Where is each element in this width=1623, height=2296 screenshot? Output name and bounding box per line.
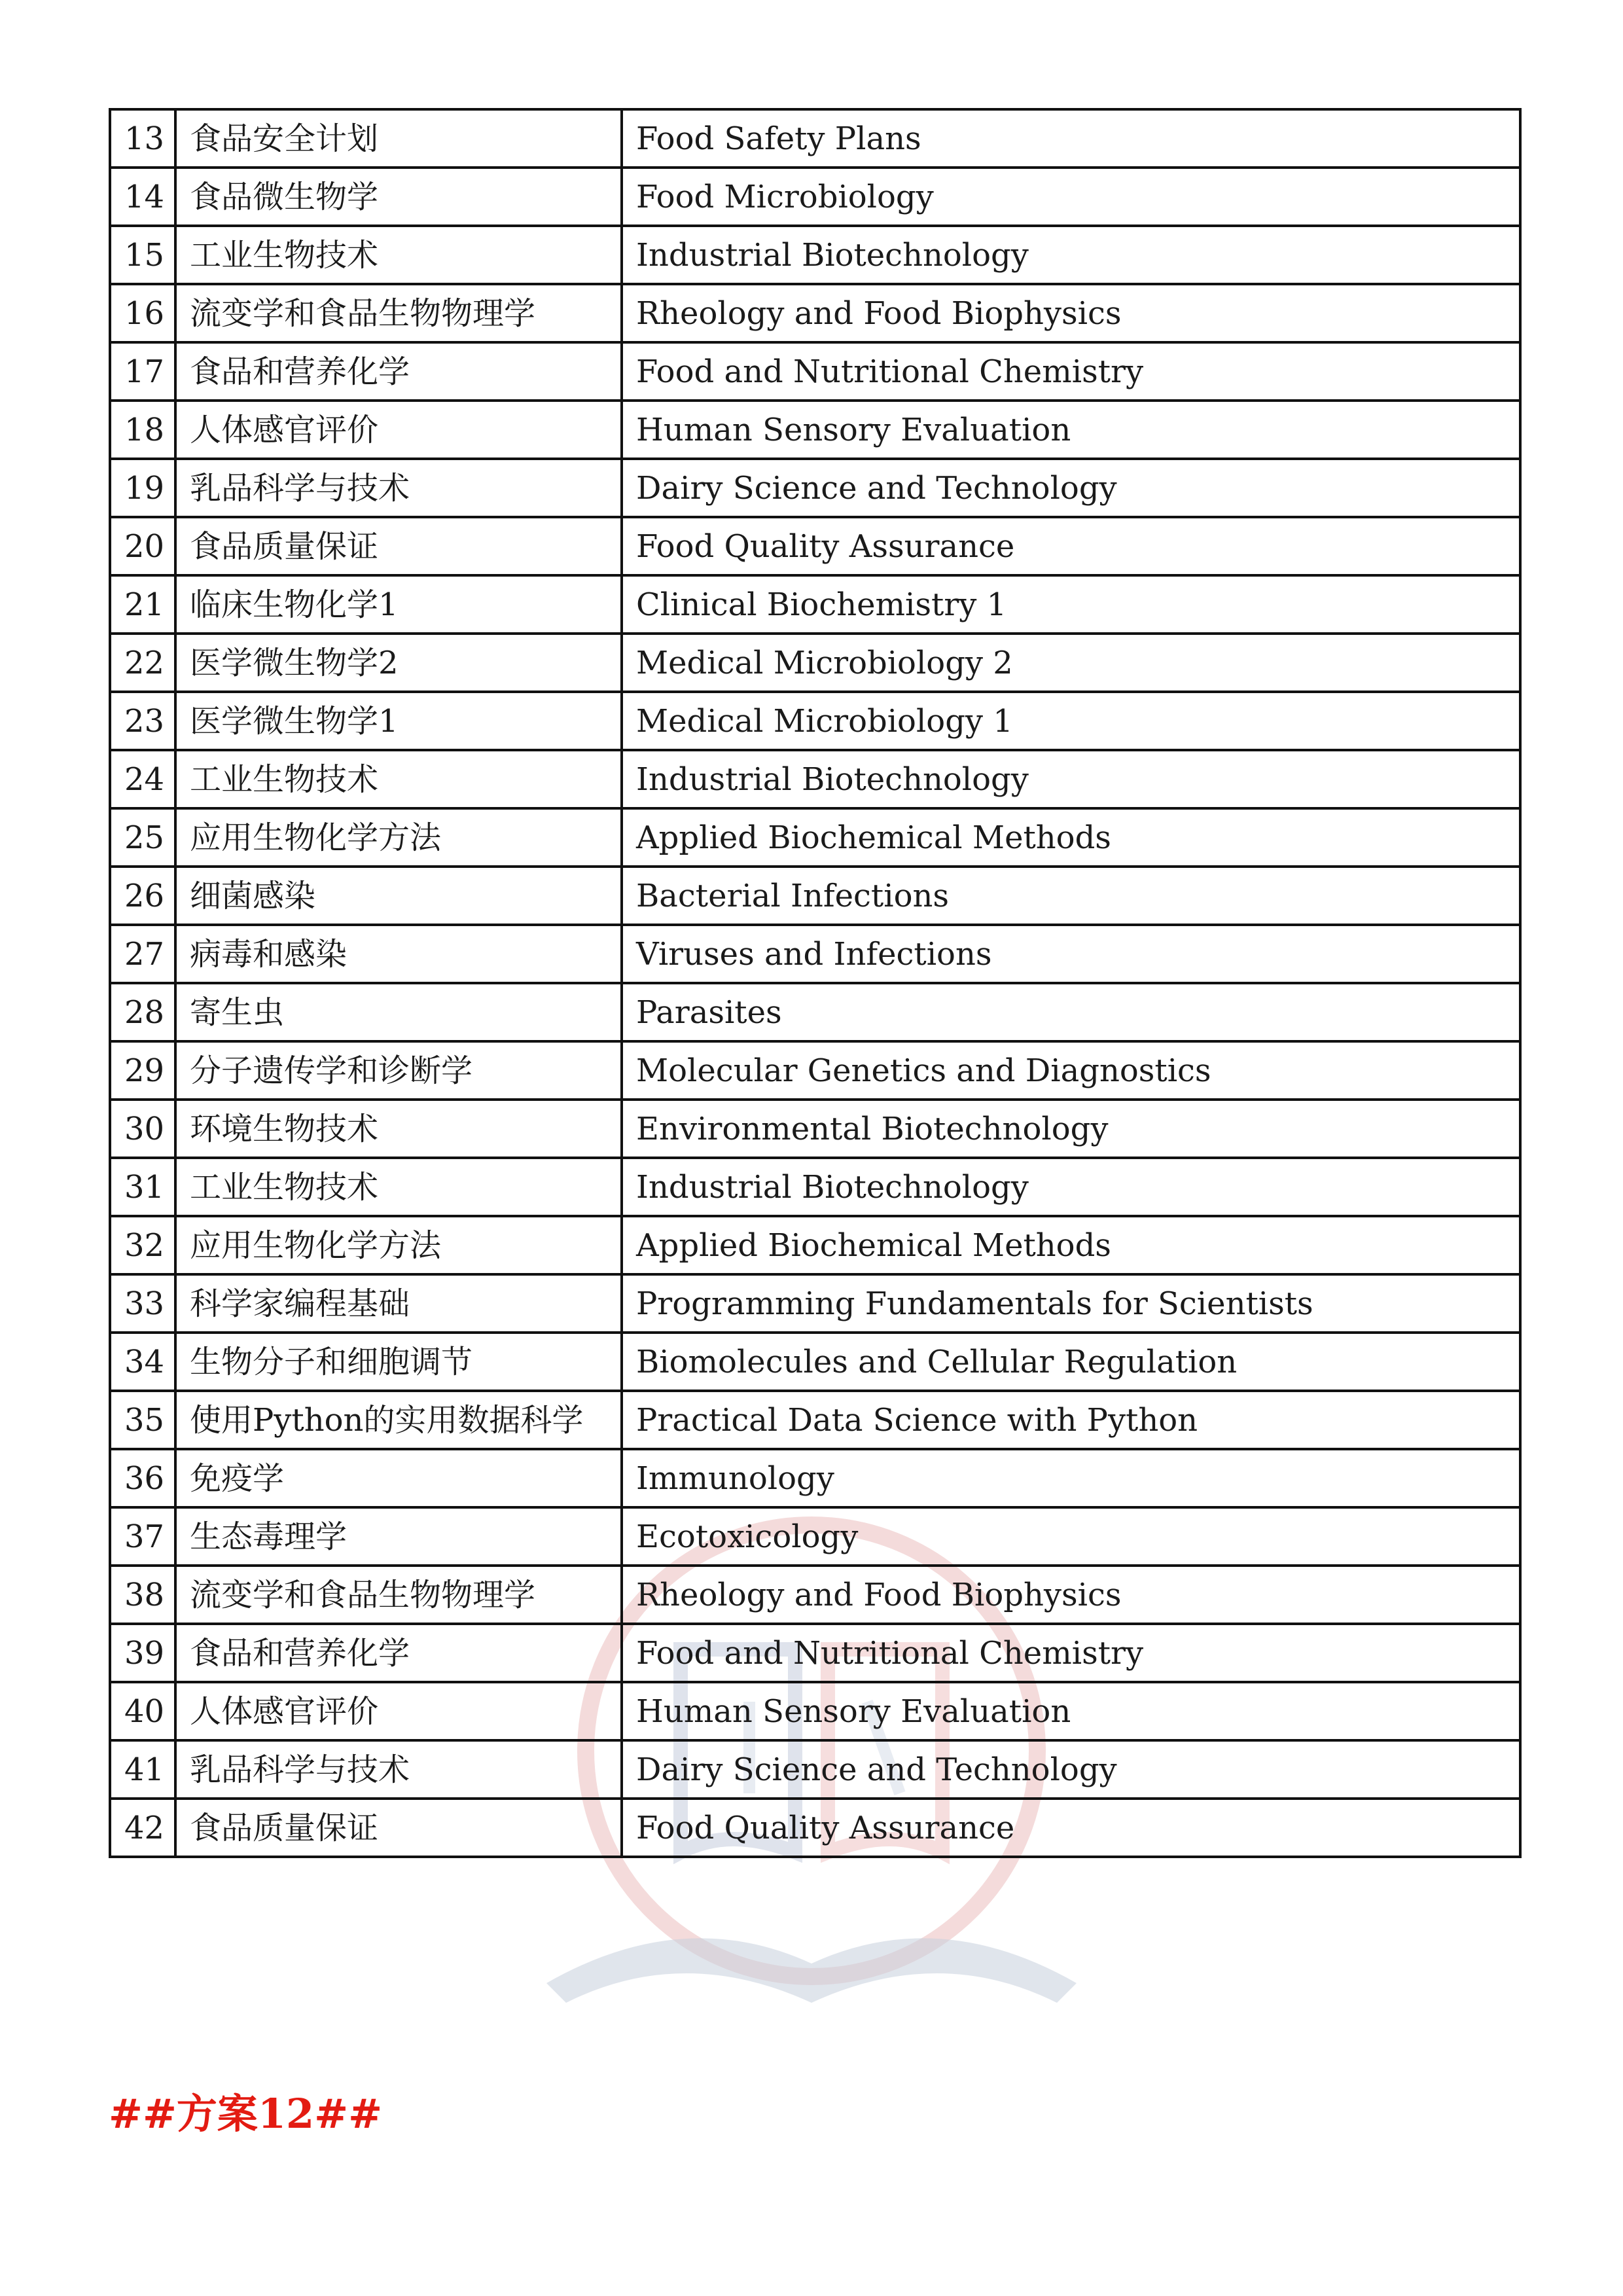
- english-course-name-cell: Viruses and Infections: [622, 925, 1520, 983]
- row-number-cell: 33: [110, 1274, 175, 1333]
- english-course-name-cell: Parasites: [622, 983, 1520, 1041]
- row-number-cell: 18: [110, 401, 175, 459]
- table-row: [110, 342, 1520, 401]
- chinese-course-name-cell: 人体感官评价: [175, 1682, 622, 1740]
- plan-heading: ##方案12##: [109, 2090, 383, 2138]
- chinese-course-name-cell: 科学家编程基础: [175, 1274, 622, 1333]
- table-row: [110, 1391, 1520, 1449]
- row-number-cell: 13: [110, 109, 175, 168]
- table-row: [110, 1682, 1520, 1740]
- table-row: [110, 925, 1520, 983]
- row-number-cell: 16: [110, 284, 175, 342]
- table-row: [110, 1041, 1520, 1100]
- english-course-name-cell: Ecotoxicology: [622, 1507, 1520, 1566]
- english-course-name-cell: Food Microbiology: [622, 168, 1520, 226]
- row-number-cell: 31: [110, 1158, 175, 1216]
- row-number-cell: 39: [110, 1624, 175, 1682]
- table-row: [110, 1449, 1520, 1507]
- chinese-course-name-cell: 食品和营养化学: [175, 1624, 622, 1682]
- chinese-course-name-cell: 人体感官评价: [175, 401, 622, 459]
- english-course-name-cell: Industrial Biotechnology: [622, 1158, 1520, 1216]
- table-row: [110, 226, 1520, 284]
- chinese-course-name-cell: 病毒和感染: [175, 925, 622, 983]
- table-row: [110, 634, 1520, 692]
- course-table: [109, 108, 1522, 1858]
- english-course-name-cell: Food Safety Plans: [622, 109, 1520, 168]
- english-course-name-cell: Clinical Biochemistry 1: [622, 575, 1520, 634]
- table-row: [110, 867, 1520, 925]
- english-course-name-cell: Food Quality Assurance: [622, 517, 1520, 575]
- row-number-cell: 19: [110, 459, 175, 517]
- row-number-cell: 23: [110, 692, 175, 750]
- table-row: [110, 1507, 1520, 1566]
- english-course-name-cell: Food and Nutritional Chemistry: [622, 1624, 1520, 1682]
- table-row: [110, 575, 1520, 634]
- row-number-cell: 28: [110, 983, 175, 1041]
- chinese-course-name-cell: 应用生物化学方法: [175, 1216, 622, 1274]
- table-row: [110, 983, 1520, 1041]
- row-number-cell: 22: [110, 634, 175, 692]
- english-course-name-cell: Bacterial Infections: [622, 867, 1520, 925]
- chinese-course-name-cell: 使用Python的实用数据科学: [175, 1391, 622, 1449]
- course-table-body: [110, 109, 1520, 1857]
- english-course-name-cell: Programming Fundamentals for Scientists: [622, 1274, 1520, 1333]
- english-course-name-cell: Biomolecules and Cellular Regulation: [622, 1333, 1520, 1391]
- row-number-cell: 36: [110, 1449, 175, 1507]
- table-row: [110, 1740, 1520, 1799]
- chinese-course-name-cell: 临床生物化学1: [175, 575, 622, 634]
- chinese-course-name-cell: 生物分子和细胞调节: [175, 1333, 622, 1391]
- chinese-course-name-cell: 流变学和食品生物物理学: [175, 284, 622, 342]
- table-row: [110, 284, 1520, 342]
- table-row: [110, 1158, 1520, 1216]
- english-course-name-cell: Immunology: [622, 1449, 1520, 1507]
- english-course-name-cell: Human Sensory Evaluation: [622, 401, 1520, 459]
- table-row: [110, 808, 1520, 867]
- table-row: [110, 1799, 1520, 1857]
- table-row: [110, 517, 1520, 575]
- chinese-course-name-cell: 工业生物技术: [175, 226, 622, 284]
- row-number-cell: 32: [110, 1216, 175, 1274]
- chinese-course-name-cell: 应用生物化学方法: [175, 808, 622, 867]
- row-number-cell: 42: [110, 1799, 175, 1857]
- english-course-name-cell: Practical Data Science with Python: [622, 1391, 1520, 1449]
- english-course-name-cell: Medical Microbiology 2: [622, 634, 1520, 692]
- table-row: [110, 692, 1520, 750]
- row-number-cell: 38: [110, 1566, 175, 1624]
- chinese-course-name-cell: 医学微生物学1: [175, 692, 622, 750]
- chinese-course-name-cell: 寄生虫: [175, 983, 622, 1041]
- table-row: [110, 750, 1520, 808]
- chinese-course-name-cell: 细菌感染: [175, 867, 622, 925]
- chinese-course-name-cell: 分子遗传学和诊断学: [175, 1041, 622, 1100]
- table-row: [110, 1333, 1520, 1391]
- chinese-course-name-cell: 环境生物技术: [175, 1100, 622, 1158]
- row-number-cell: 41: [110, 1740, 175, 1799]
- row-number-cell: 27: [110, 925, 175, 983]
- english-course-name-cell: Applied Biochemical Methods: [622, 808, 1520, 867]
- english-course-name-cell: Dairy Science and Technology: [622, 1740, 1520, 1799]
- chinese-course-name-cell: 医学微生物学2: [175, 634, 622, 692]
- english-course-name-cell: Rheology and Food Biophysics: [622, 1566, 1520, 1624]
- chinese-course-name-cell: 食品质量保证: [175, 1799, 622, 1857]
- row-number-cell: 30: [110, 1100, 175, 1158]
- row-number-cell: 25: [110, 808, 175, 867]
- row-number-cell: 24: [110, 750, 175, 808]
- chinese-course-name-cell: 乳品科学与技术: [175, 459, 622, 517]
- english-course-name-cell: Industrial Biotechnology: [622, 226, 1520, 284]
- chinese-course-name-cell: 食品安全计划: [175, 109, 622, 168]
- chinese-course-name-cell: 工业生物技术: [175, 750, 622, 808]
- table-row: [110, 459, 1520, 517]
- table-row: [110, 1624, 1520, 1682]
- english-course-name-cell: Medical Microbiology 1: [622, 692, 1520, 750]
- english-course-name-cell: Food and Nutritional Chemistry: [622, 342, 1520, 401]
- chinese-course-name-cell: 流变学和食品生物物理学: [175, 1566, 622, 1624]
- english-course-name-cell: Environmental Biotechnology: [622, 1100, 1520, 1158]
- chinese-course-name-cell: 生态毒理学: [175, 1507, 622, 1566]
- chinese-course-name-cell: 工业生物技术: [175, 1158, 622, 1216]
- chinese-course-name-cell: 食品和营养化学: [175, 342, 622, 401]
- row-number-cell: 37: [110, 1507, 175, 1566]
- table-row: [110, 168, 1520, 226]
- table-row: [110, 1566, 1520, 1624]
- chinese-course-name-cell: 免疫学: [175, 1449, 622, 1507]
- row-number-cell: 14: [110, 168, 175, 226]
- row-number-cell: 17: [110, 342, 175, 401]
- row-number-cell: 15: [110, 226, 175, 284]
- english-course-name-cell: Applied Biochemical Methods: [622, 1216, 1520, 1274]
- english-course-name-cell: Molecular Genetics and Diagnostics: [622, 1041, 1520, 1100]
- row-number-cell: 34: [110, 1333, 175, 1391]
- row-number-cell: 26: [110, 867, 175, 925]
- table-row: [110, 401, 1520, 459]
- table-row: [110, 1100, 1520, 1158]
- english-course-name-cell: Dairy Science and Technology: [622, 459, 1520, 517]
- row-number-cell: 20: [110, 517, 175, 575]
- english-course-name-cell: Industrial Biotechnology: [622, 750, 1520, 808]
- row-number-cell: 40: [110, 1682, 175, 1740]
- table-row: [110, 1216, 1520, 1274]
- row-number-cell: 21: [110, 575, 175, 634]
- table-row: [110, 1274, 1520, 1333]
- chinese-course-name-cell: 乳品科学与技术: [175, 1740, 622, 1799]
- english-course-name-cell: Human Sensory Evaluation: [622, 1682, 1520, 1740]
- row-number-cell: 35: [110, 1391, 175, 1449]
- english-course-name-cell: Food Quality Assurance: [622, 1799, 1520, 1857]
- english-course-name-cell: Rheology and Food Biophysics: [622, 284, 1520, 342]
- table-row: [110, 109, 1520, 168]
- chinese-course-name-cell: 食品微生物学: [175, 168, 622, 226]
- chinese-course-name-cell: 食品质量保证: [175, 517, 622, 575]
- row-number-cell: 29: [110, 1041, 175, 1100]
